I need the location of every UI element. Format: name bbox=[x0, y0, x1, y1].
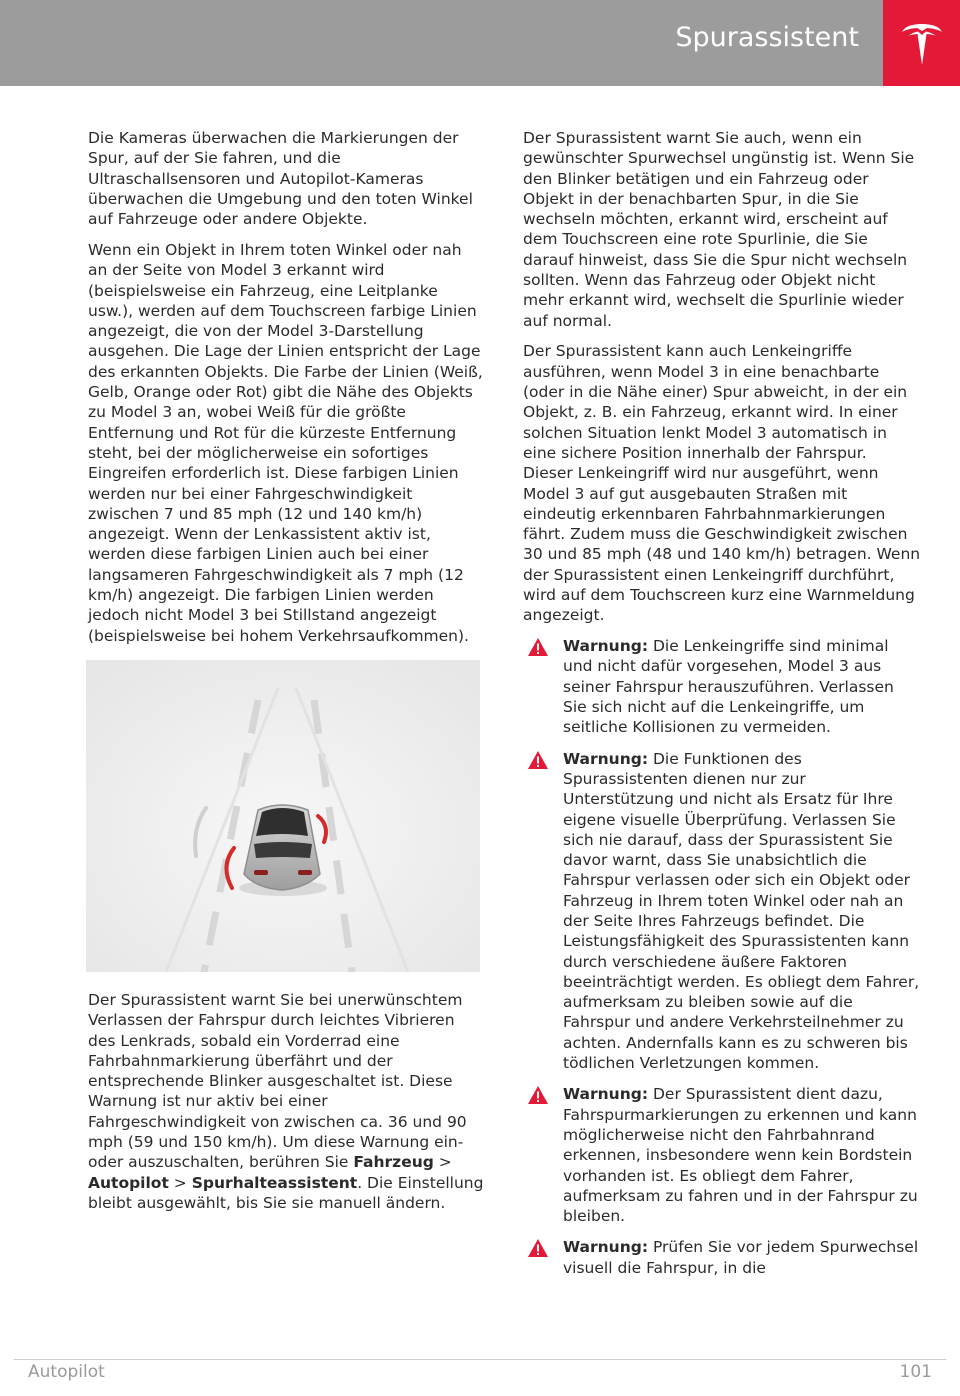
path-fahrzeug: Fahrzeug bbox=[353, 1153, 434, 1172]
warning-text: Die Lenkeingriffe sind minimal und nicht dafür vorgesehen, Model 3 aus seiner Fahrspur herauszuführen. Verlassen Sie sich nicht auf die Lenkeingriffe, um seitliche Kollisionen zu vermeiden. bbox=[563, 637, 894, 737]
paragraph-text: . Die Einstellung bleibt ausgewählt, bis Sie sie manuell ändern. bbox=[88, 1173, 484, 1212]
blind-spot-illustration bbox=[86, 660, 480, 972]
paragraph: Wenn ein Objekt in Ihrem toten Winkel oder nah an der Seite von Model 3 erkannt wird (beispielsweise ein Fahrzeug, eine Leitplanke usw.), werden auf dem Touchscreen farbige Linien angezeigt, die von der Model 3-Darstellung ausgehen. Die Lage der Linien entspricht der Lage des erkannten Objekts. Die Farbe der Linien (Weiß, Gelb, Orange oder Rot) gibt die Nähe des Objekts zu Model 3 an, wobei Weiß für die größte Entfernung und Rot für die kürzeste Entfernung steht, bei der möglicherweise ein sofortiges Eingreifen erforderlich ist. Diese farbigen Linien werden nur bei einer Fahrgeschwindigkeit zwischen 7 und 85 mph (12 und 140 km/h) angezeigt. Wenn der Lenkassistent aktiv ist, werden diese farbigen Linien auch bei einer langsameren Fahrgeschwindigkeit als 7 mph (12 km/h) angezeigt. Die farbigen Linien werden jedoch nicht Model 3 bei Stillstand angezeigt (beispielsweise bei hohem Verkehrsaufkommen). bbox=[88, 240, 483, 645]
warning-triangle-icon bbox=[527, 750, 549, 770]
paragraph: Die Kameras überwachen die Markierungen der Spur, auf der Sie fahren, und die Ultraschallsensoren und Autopilot-Kameras überwachen die Umgebung und den toten Winkel auf Fahrzeuge oder andere Objekte. bbox=[88, 129, 473, 229]
page-number: 101 bbox=[899, 1362, 932, 1382]
warning-block bbox=[523, 1084, 921, 1226]
paragraph: Der Spurassistent kann auch Lenkeingriffe ausführen, wenn Model 3 in eine benachbarte (oder in die Nähe einer) Spur abweicht, in der ein Objekt, z. B. ein Fahrzeug, erkannt wird. In einer solchen Situation lenkt Model 3 automatisch in eine sichere Position innerhalb der Fahrspur. Dieser Lenkeingriff wird nur ausgeführt, wenn Model 3 auf gut ausgebauten Straßen mit eindeutig erkennbaren Fahrbahnmarkierungen fährt. Zudem muss die Geschwindigkeit zwischen 30 und 85 mph (48 und 140 km/h) betragen. Wenn der Spurassistent einen Lenkeingriff durchführt, wird auf dem Touchscreen kurz eine Warnmeldung angezeigt. bbox=[523, 342, 921, 625]
left-column bbox=[88, 128, 484, 1224]
right-column bbox=[523, 128, 921, 1289]
warning-label: Warnung: bbox=[563, 1238, 649, 1257]
header-bar bbox=[0, 0, 883, 86]
paragraph bbox=[88, 990, 484, 1213]
warning-label: Warnung: bbox=[563, 637, 649, 656]
warning-block bbox=[523, 636, 921, 737]
warning-label: Warnung: bbox=[563, 749, 649, 768]
page-title: Spurassistent bbox=[675, 22, 859, 53]
path-autopilot: Autopilot bbox=[88, 1173, 169, 1192]
car-lane-illustration bbox=[86, 660, 480, 972]
paragraph: Der Spurassistent warnt Sie auch, wenn ein gewünschter Spurwechsel ungünstig ist. Wenn Sie den Blinker betätigen und ein Fahrzeug oder Objekt in der benachbarten Spur, in die Sie wechseln möchten, erkannt wird, erscheint auf dem Touchscreen eine rote Spurlinie, die Sie darauf hinweist, dass Sie die Spur nicht wechseln sollten. Wenn das Fahrzeug oder Objekt nicht mehr erkannt wird, wechselt die Spurlinie wieder auf normal. bbox=[523, 129, 915, 330]
footer-divider bbox=[14, 1359, 946, 1360]
path-spurhalteassistent: Spurhalteassistent bbox=[191, 1173, 358, 1192]
path-separator: > bbox=[433, 1153, 452, 1172]
warning-text: Der Spurassistent dient dazu, Fahrspurmarkierungen zu erkennen und kann möglicherweise nicht den Fahrbahnrand erkennen, insbesondere wenn kein Bordstein vorhanden ist. Es obliegt dem Fahrer, aufmerksam zu fahren und in der Fahrspur zu bleiben. bbox=[563, 1085, 918, 1226]
warning-label: Warnung: bbox=[563, 1085, 649, 1104]
warning-text: Prüfen Sie vor jedem Spurwechsel visuell die Fahrspur, in die bbox=[563, 1238, 919, 1277]
warning-block bbox=[523, 749, 921, 1074]
warning-block bbox=[523, 1237, 921, 1278]
path-separator: > bbox=[168, 1173, 192, 1192]
footer-section: Autopilot bbox=[28, 1362, 105, 1382]
warning-triangle-icon bbox=[527, 637, 549, 657]
warning-text: Die Funktionen des Spurassistenten dienen nur zur Unterstützung und nicht als Ersatz für Ihre eigene visuelle Überprüfung. Verlassen Sie sich nie darauf, dass der Spurassistent Sie davor warnt, dass Sie unabsichtlich die Fahrspur verlassen oder sich ein Objekt oder Fahrzeug in Ihrem toten Winkel oder nah an der Seite Ihres Fahrzeugs befindet. Die Leistungsfähigkeit des Spurassistenten kann durch verschiedene äußere Faktoren beeinträchtigt werden. Es obliegt dem Fahrer, aufmerksam zu bleiben sowie auf die Fahrspur und andere Verkehrsteilnehmer zu achten. Andernfalls kann es zu schweren bis tödlichen Verletzungen kommen. bbox=[563, 749, 920, 1073]
warning-triangle-icon bbox=[527, 1238, 549, 1258]
warning-triangle-icon bbox=[527, 1085, 549, 1105]
tesla-logo-icon bbox=[900, 17, 944, 69]
logo-box bbox=[883, 0, 960, 86]
paragraph-text: Der Spurassistent warnt Sie bei unerwünschtem Verlassen der Fahrspur durch leichtes Vibrieren des Lenkrads, sobald ein Vorderrad eine Fahrbahnmarkierung überfährt und der entsprechende Blinker ausgeschaltet ist. Diese Warnung ist nur aktiv bei einer Fahrgeschwindigkeit von zwischen ca. 36 und 90 mph (59 und 150 km/h). Um diese Warnung ein- oder auszuschalten, berühren Sie bbox=[88, 990, 467, 1172]
